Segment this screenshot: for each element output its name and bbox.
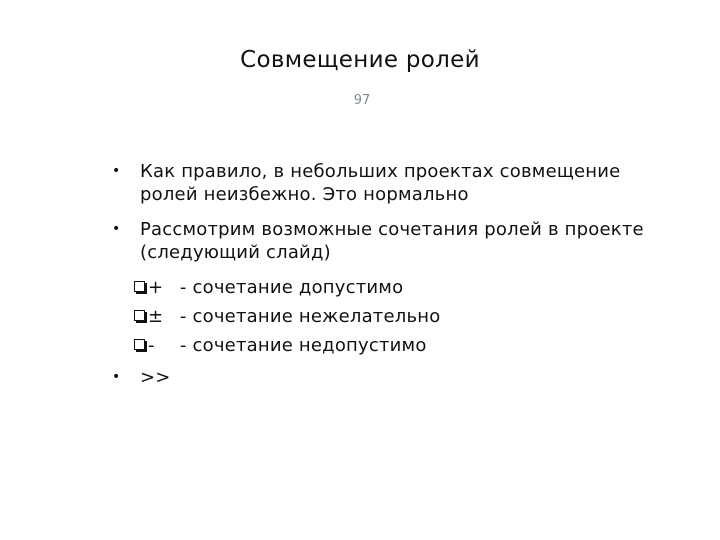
- sub-list-item: [132, 334, 672, 358]
- bullet-item: [112, 218, 672, 264]
- slide-title: Совмещение ролей: [240, 47, 480, 73]
- combination-symbol: -: [148, 335, 155, 356]
- bullet-icon: •: [112, 221, 121, 237]
- sub-item-text: - сочетание допустимо: [179, 277, 404, 298]
- slide-content: [112, 160, 672, 389]
- bullet-icon: •: [112, 163, 121, 179]
- sub-item-text: - сочетание недопустимо: [179, 335, 427, 356]
- checkbox-bullet-icon: [134, 310, 145, 321]
- bullet-text: Рассмотрим возможные сочетания ролей в проекте (следующий слайд): [140, 219, 644, 263]
- bullet-text: >>: [140, 367, 171, 388]
- page-number: 97: [353, 93, 371, 108]
- sub-list: [112, 276, 672, 358]
- checkbox-bullet-icon: [134, 281, 145, 292]
- bullet-item: [112, 366, 672, 389]
- sub-list-item: [132, 276, 672, 300]
- combination-symbol: +: [148, 277, 164, 298]
- sub-list-item: [132, 305, 672, 329]
- combination-symbol: ±: [148, 306, 164, 327]
- checkbox-bullet-icon: [134, 339, 145, 350]
- bullet-text: Как правило, в небольших проектах совмещение ролей неизбежно. Это нормально: [140, 161, 621, 205]
- sub-item-text: - сочетание нежелательно: [179, 306, 441, 327]
- bullet-icon: •: [112, 369, 121, 385]
- bullet-item: [112, 160, 672, 206]
